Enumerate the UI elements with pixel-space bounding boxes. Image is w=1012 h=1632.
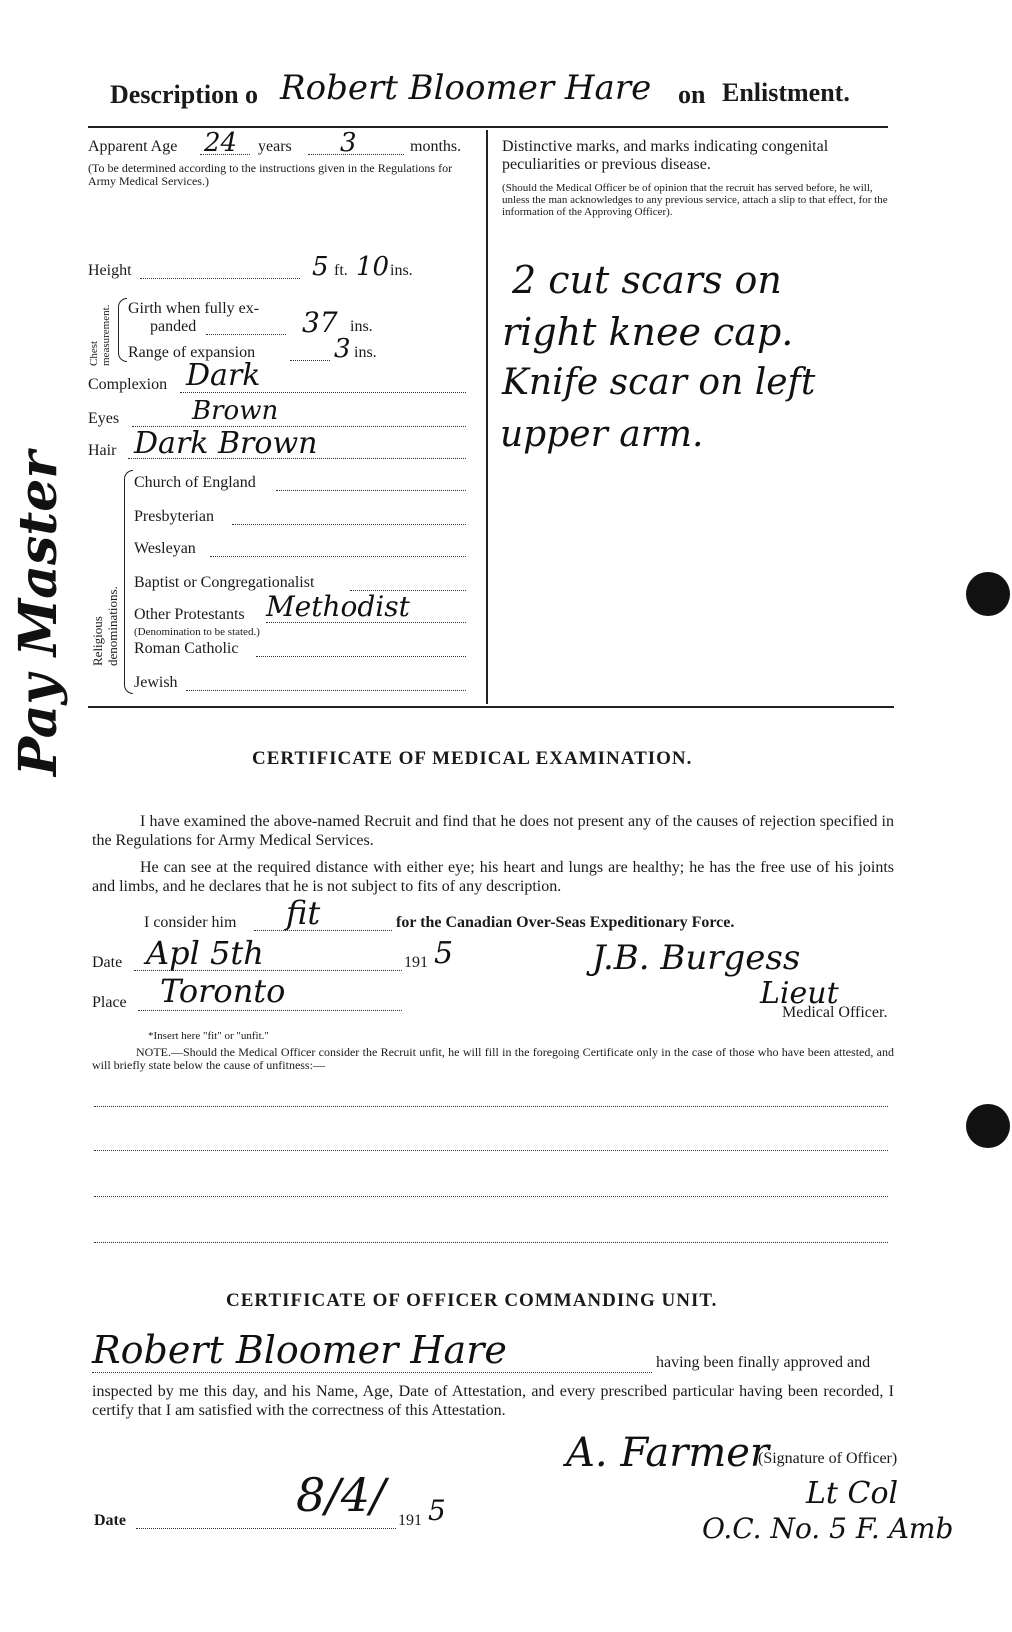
commanding-date-year-digit: 5: [428, 1494, 446, 1527]
age-years-value: 24: [204, 128, 238, 158]
medical-date-value: Apl 5th: [146, 934, 264, 972]
marks-line-1: 2 cut scars on: [512, 258, 782, 302]
ins-label: ins.: [390, 262, 413, 279]
religion-other-protestants: Other Protestants: [134, 606, 245, 623]
marks-note: (Should the Medical Officer be of opinion that the recruit has served before, he will, unless the man acknowledges to any previous service, attach a slip to that effect, for the information of the Approving Officer).: [502, 182, 888, 218]
title-suffix: Enlistment.: [722, 78, 850, 107]
religion-baptist: Baptist or Congregationalist: [134, 574, 315, 591]
years-label: years: [258, 138, 292, 155]
marks-line-4: upper arm.: [500, 414, 704, 455]
commanding-date-year-prefix: 191: [398, 1512, 422, 1529]
commanding-text-1: having been finally approved and: [656, 1354, 871, 1371]
commanding-text-2: inspected by me this day, and his Name, Age, Date of Attestation, and every prescribed particular having been recorded, I certify that I am satisfied with the correctness of this Attestation.: [92, 1383, 894, 1419]
medical-officer-rank: Lieut: [760, 976, 839, 1011]
paymaster-side-stamp: Pay Master: [8, 451, 69, 776]
height-in-value: 10: [356, 252, 390, 282]
religion-jewish: Jewish: [134, 674, 178, 691]
girth-label-line2: panded: [150, 318, 197, 335]
medical-heading: CERTIFICATE OF MEDICAL EXAMINATION.: [252, 748, 693, 769]
range-value: 3: [334, 334, 351, 364]
title-prefix: Description o: [110, 80, 259, 109]
marks-line-2: right knee cap.: [502, 310, 794, 354]
medical-note: NOTE.—Should the Medical Officer consider the Recruit unfit, he will fill in the foregoing Certificate only in the case of those who have been attested, and will briefly state below the cause of unfitness:—: [92, 1045, 894, 1072]
unfitness-line-4[interactable]: [94, 1242, 888, 1243]
religion-church-of-england: Church of England: [134, 474, 256, 491]
commanding-officer-signature: A. Farmer: [566, 1430, 770, 1476]
medical-place-value: Toronto: [160, 972, 286, 1010]
medical-officer-label: Medical Officer.: [782, 1004, 888, 1021]
chest-brace: [118, 298, 127, 362]
religion-other-value: Methodist: [266, 590, 410, 623]
height-ft-value: 5: [312, 252, 329, 282]
medical-officer-signature: J.B. Burgess: [592, 938, 801, 978]
range-label: Range of expansion: [128, 344, 256, 361]
ft-label: ft.: [334, 262, 348, 279]
commanding-rank-1: Lt Col: [806, 1476, 899, 1511]
commanding-heading: CERTIFICATE OF OFFICER COMMANDING UNIT.: [226, 1290, 718, 1311]
commanding-name-handwritten: Robert Bloomer Hare: [92, 1328, 507, 1372]
insert-note: *Insert here "fit" or "unfit.": [148, 1030, 269, 1042]
religion-wesleyan: Wesleyan: [134, 540, 196, 557]
apparent-age-label: Apparent Age: [88, 138, 178, 155]
marks-heading: Distinctive marks, and marks indicating congenital peculiarities or previous disease.: [502, 138, 829, 173]
commanding-date-label: Date: [94, 1512, 126, 1529]
chest-measurement-label: Chest measurement.: [88, 304, 112, 366]
age-note: (To be determined according to the instructions given in the Regulations for Army Medical Services.): [88, 161, 453, 188]
column-divider: [486, 130, 488, 704]
unfitness-line-2[interactable]: [94, 1150, 888, 1151]
religious-denominations-label: Religious denominations.: [90, 586, 120, 666]
girth-value: 37: [302, 306, 338, 339]
commanding-signature-label: (Signature of Officer): [758, 1450, 898, 1467]
girth-label-line1: Girth when fully ex-: [128, 300, 260, 317]
eyes-label: Eyes: [88, 410, 120, 427]
religion-brace: [124, 470, 133, 694]
consider-suffix: for the Canadian Over-Seas Expeditionary Force.: [396, 914, 735, 931]
religion-roman-catholic: Roman Catholic: [134, 640, 239, 657]
religion-presbyterian: Presbyterian: [134, 508, 214, 525]
consider-prefix: I consider him: [144, 914, 237, 931]
religion-other-note: (Denomination to be stated.): [134, 626, 260, 638]
medical-para1: I have examined the above-named Recruit and find that he does not present any of the causes of rejection specified in the Regulations for Army Medical Services.: [92, 813, 894, 849]
girth-unit: ins.: [350, 318, 373, 335]
age-months-value: 3: [340, 128, 357, 158]
punch-hole-upper: [966, 572, 1010, 616]
section-rule: [88, 706, 894, 708]
commanding-date-value: 8/4/: [296, 1468, 386, 1522]
height-label: Height: [88, 262, 132, 279]
range-unit: ins.: [354, 344, 377, 361]
months-label: months.: [410, 138, 462, 155]
complexion-label: Complexion: [88, 376, 168, 393]
recruit-name-handwritten: Robert Bloomer Hare: [280, 68, 652, 108]
commanding-rank-2: O.C. No. 5 F. Amb: [702, 1512, 954, 1545]
page-title: [110, 68, 890, 120]
punch-hole-lower: [966, 1104, 1010, 1148]
title-on: on: [678, 80, 706, 109]
medical-date-year-prefix: 191: [404, 954, 428, 971]
eyes-value: Brown: [192, 396, 279, 426]
unfitness-line-1[interactable]: [94, 1106, 888, 1107]
unfitness-line-3[interactable]: [94, 1196, 888, 1197]
hair-value: Dark Brown: [134, 426, 318, 461]
marks-line-3: Knife scar on left: [502, 362, 816, 403]
medical-place-label: Place: [92, 994, 127, 1011]
consider-value: fit: [286, 894, 321, 932]
hair-label: Hair: [88, 442, 117, 459]
complexion-value: Dark: [186, 358, 261, 393]
medical-date-label: Date: [92, 954, 123, 971]
medical-para2: He can see at the required distance with either eye; his heart and lungs are healthy; he has the free use of his joints and limbs, and he declares that he is not subject to fits of any description.: [92, 859, 894, 895]
medical-date-year-digit: 5: [434, 936, 454, 971]
